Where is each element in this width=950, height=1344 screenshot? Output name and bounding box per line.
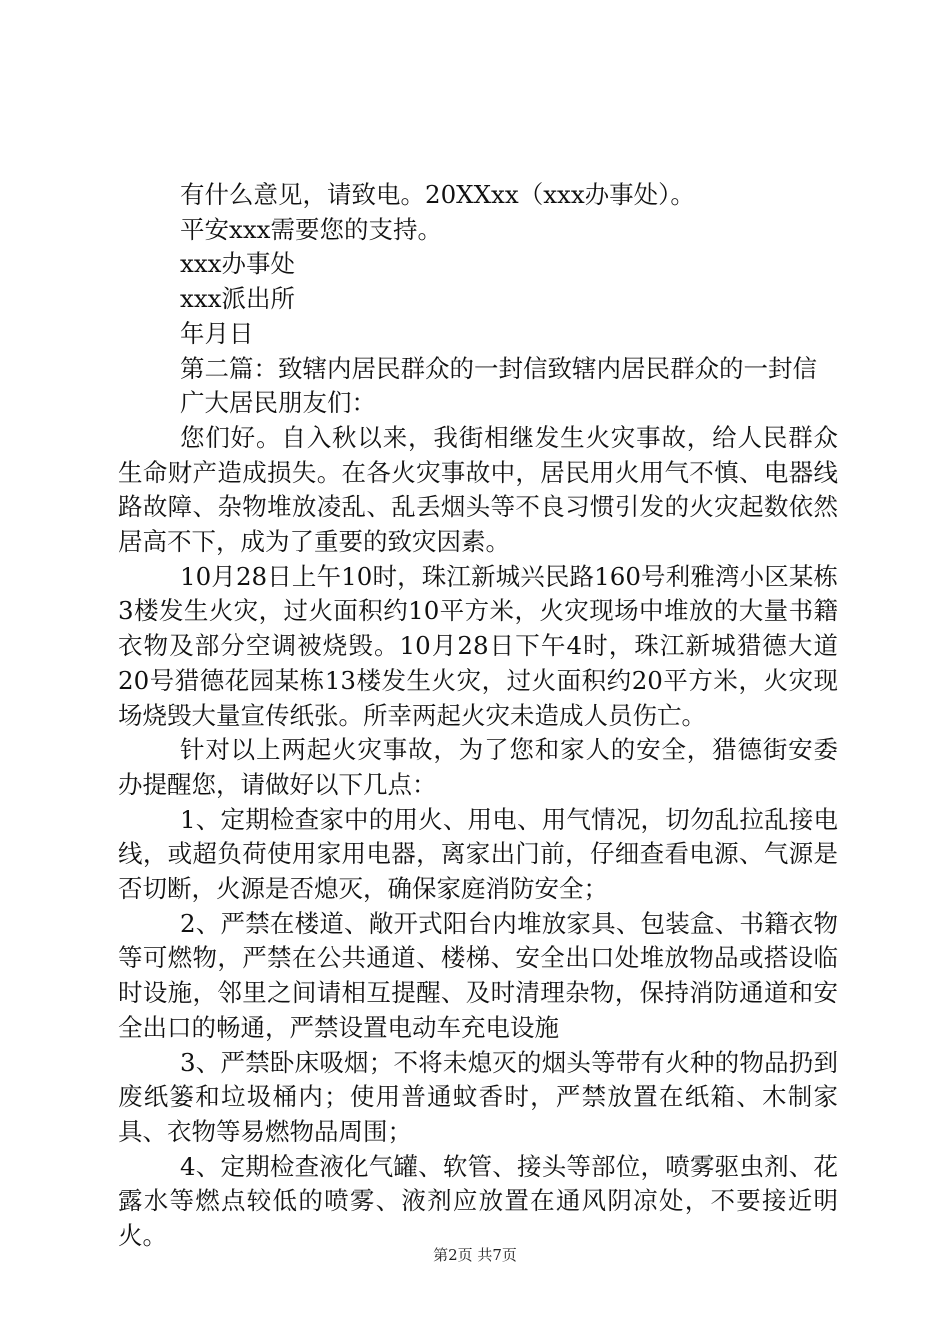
- reminder-item-3: 3、严禁卧床吸烟；不将未熄灭的烟头等带有火种的物品扔到废纸篓和垃圾桶内；使用普通蚊香时，严禁放置在纸箱、木制家具、衣物等易燃物品周围；: [118, 1047, 838, 1146]
- reminder-intro: 针对以上两起火灾事故，为了您和家人的安全，猎德街安委办提醒您，请做好以下几点：: [118, 735, 838, 799]
- intro-paragraph: 您们好。自入秋以来，我街相继发生火灾事故，给人民群众生命财产造成损失。在各火灾事故中，居民用火用气不慎、电器线路故障、杂物堆放凌乱、乱丢烟头等不良习惯引发的火灾起数依然居高不下，成为了重要的致灾因素。: [118, 422, 838, 557]
- closing-contact-line: 有什么意见，请致电。20XXxx（xxx办事处）。: [180, 180, 695, 209]
- signature-office: xxx办事处: [180, 249, 295, 279]
- reminder-item-4: 4、定期检查液化气罐、软管、接头等部位，喷雾驱虫剂、花露水等燃点较低的喷雾、液剂应放置在通风阴凉处，不要接近明火。: [118, 1151, 838, 1251]
- reminder-item-2: 2、严禁在楼道、敞开式阳台内堆放家具、包装盒、书籍衣物等可燃物，严禁在公共通道、楼梯、安全出口处堆放物品或搭设临时设施，邻里之间请相互提醒、及时清理杂物，保持消防通道和安全出口的畅通，严禁设置电动车充电设施: [118, 908, 838, 1042]
- page-footer: 第2页 共7页: [433, 1246, 517, 1264]
- document-body: [118, 178, 838, 1254]
- reminder-item-1: 1、定期检查家中的用火、用电、用气情况，切勿乱拉乱接电线，或超负荷使用家用电器，离家出门前，仔细查看电源、气源是否切断，火源是否熄灭，确保家庭消防安全；: [118, 804, 838, 904]
- incident-paragraph: 10月28日上午10时，珠江新城兴民路160号利雅湾小区某栋3楼发生火灾，过火面积约10平方米，火灾现场中堆放的大量书籍衣物及部分空调被烧毁。10月28日下午4时，珠江新城猎德大道20号猎德花园某栋13楼发生火灾，过火面积约20平方米，火灾现场烧毁大量宣传纸张。所幸两起火灾未造成人员伤亡。: [118, 561, 838, 730]
- salutation: 广大居民朋友们：: [180, 388, 376, 418]
- support-line: 平安xxx需要您的支持。: [180, 214, 442, 244]
- signature-police-station: xxx派出所: [180, 284, 295, 314]
- date-line: 年月日: [180, 318, 254, 348]
- section-heading: 第二篇：致辖内居民群众的一封信致辖内居民群众的一封信: [180, 353, 817, 383]
